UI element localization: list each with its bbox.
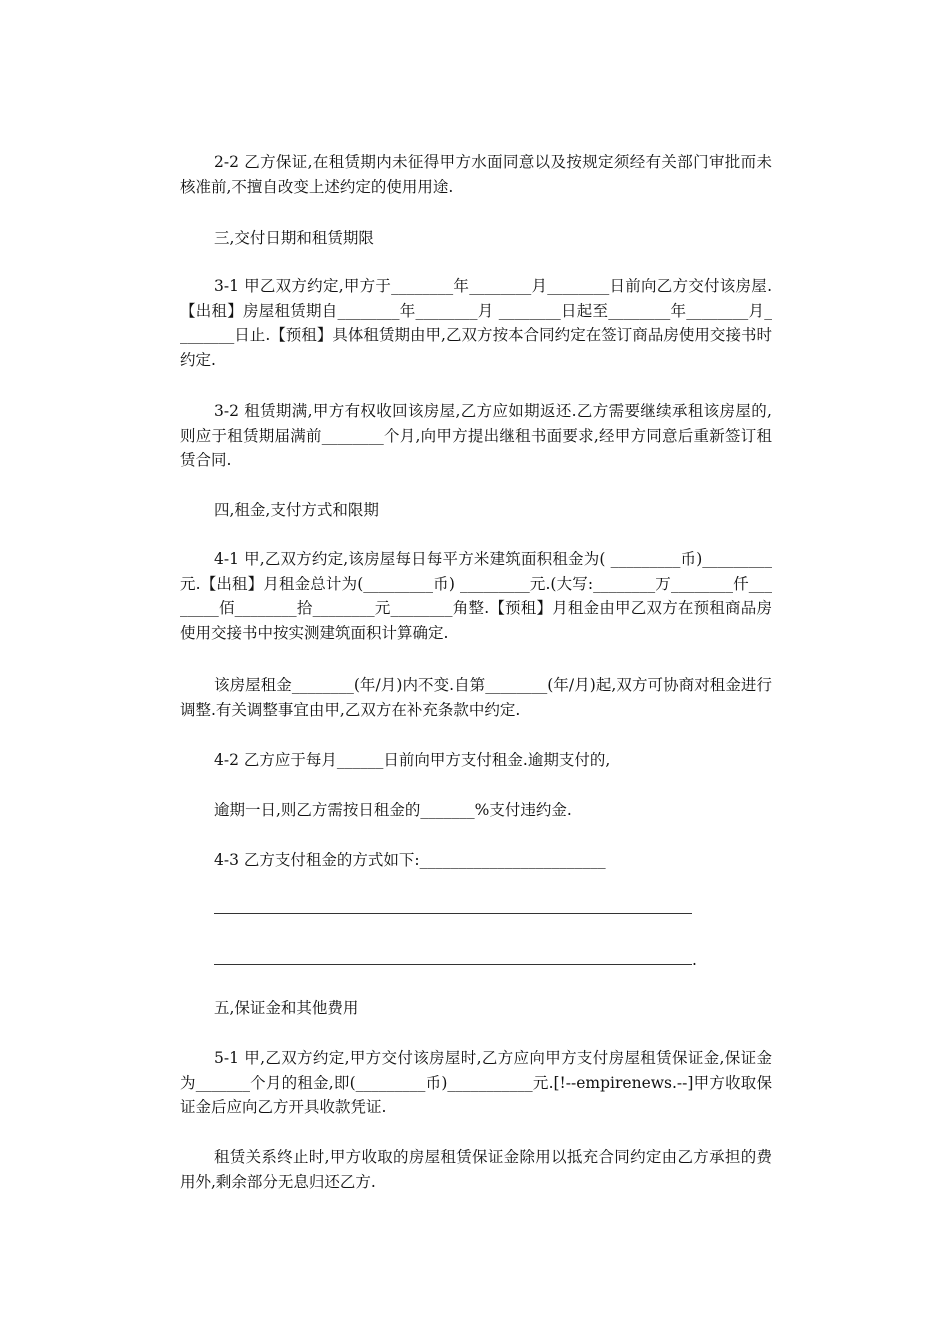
clause-3-2: 3-2 租赁期满,甲方有权收回该房屋,乙方应如期返还.乙方需要继续承租该房屋的,则应于租赁期届满前________个月,向甲方提出继租书面要求,经甲方同意后重新签订租赁合同. <box>180 402 772 469</box>
payment-method-blank-line-2 <box>214 964 692 965</box>
late-penalty-paragraph: 逾期一日,则乙方需按日租金的_______%支付违约金. <box>214 801 572 819</box>
clause-2-2: 2-2 乙方保证,在租赁期内未征得甲方水面同意以及按规定须经有关部门审批而未核准前,不擅自改变上述约定的使用用途. <box>180 153 772 196</box>
payment-method-blank-line-1 <box>214 913 692 914</box>
section-heading-3: 三,交付日期和租赁期限 <box>214 229 374 247</box>
deposit-return-paragraph: 租赁关系终止时,甲方收取的房屋租赁保证金除用以抵充合同约定由乙方承担的费用外,剩余部分无息归还乙方. <box>180 1148 772 1191</box>
clause-4-3: 4-3 乙方支付租金的方式如下:________________________ <box>214 851 606 869</box>
clause-5-1: 5-1 甲,乙双方约定,甲方交付该房屋时,乙方应向甲方支付房屋租赁保证金,保证金为_______个月的租金,即(_________币)___________元.[!--empirenews.--]甲方收取保证金后应向乙方开具收款凭证. <box>180 1049 772 1116</box>
section-heading-4: 四,租金,支付方式和限期 <box>214 501 379 519</box>
blank-line-end-period: . <box>692 951 697 969</box>
clause-3-1: 3-1 甲乙双方约定,甲方于________年________月________日前向乙方交付该房屋.【出租】房屋租赁期自________年________月 ________日起至________年________月________日止.【预租】具体租赁期由甲,乙双方按本合同约定在签订商品房使用交接书时约定. <box>180 277 772 369</box>
rent-adjustment-paragraph: 该房屋租金________(年/月)内不变.自第________(年/月)起,双方可协商对租金进行调整.有关调整事宜由甲,乙双方在补充条款中约定. <box>180 676 772 719</box>
clause-4-1: 4-1 甲,乙双方约定,该房屋每日每平方米建筑面积租金为( _________币)_________元.【出租】月租金总计为(_________币) _________元.(大写:________万________仟________佰________拾________元________角整.【预租】月租金由甲乙双方在预租商品房使用交接书中按实测建筑面积计算确定. <box>180 550 772 642</box>
clause-4-2: 4-2 乙方应于每月______日前向甲方支付租金.逾期支付的, <box>214 751 611 769</box>
section-heading-5: 五,保证金和其他费用 <box>214 999 359 1017</box>
